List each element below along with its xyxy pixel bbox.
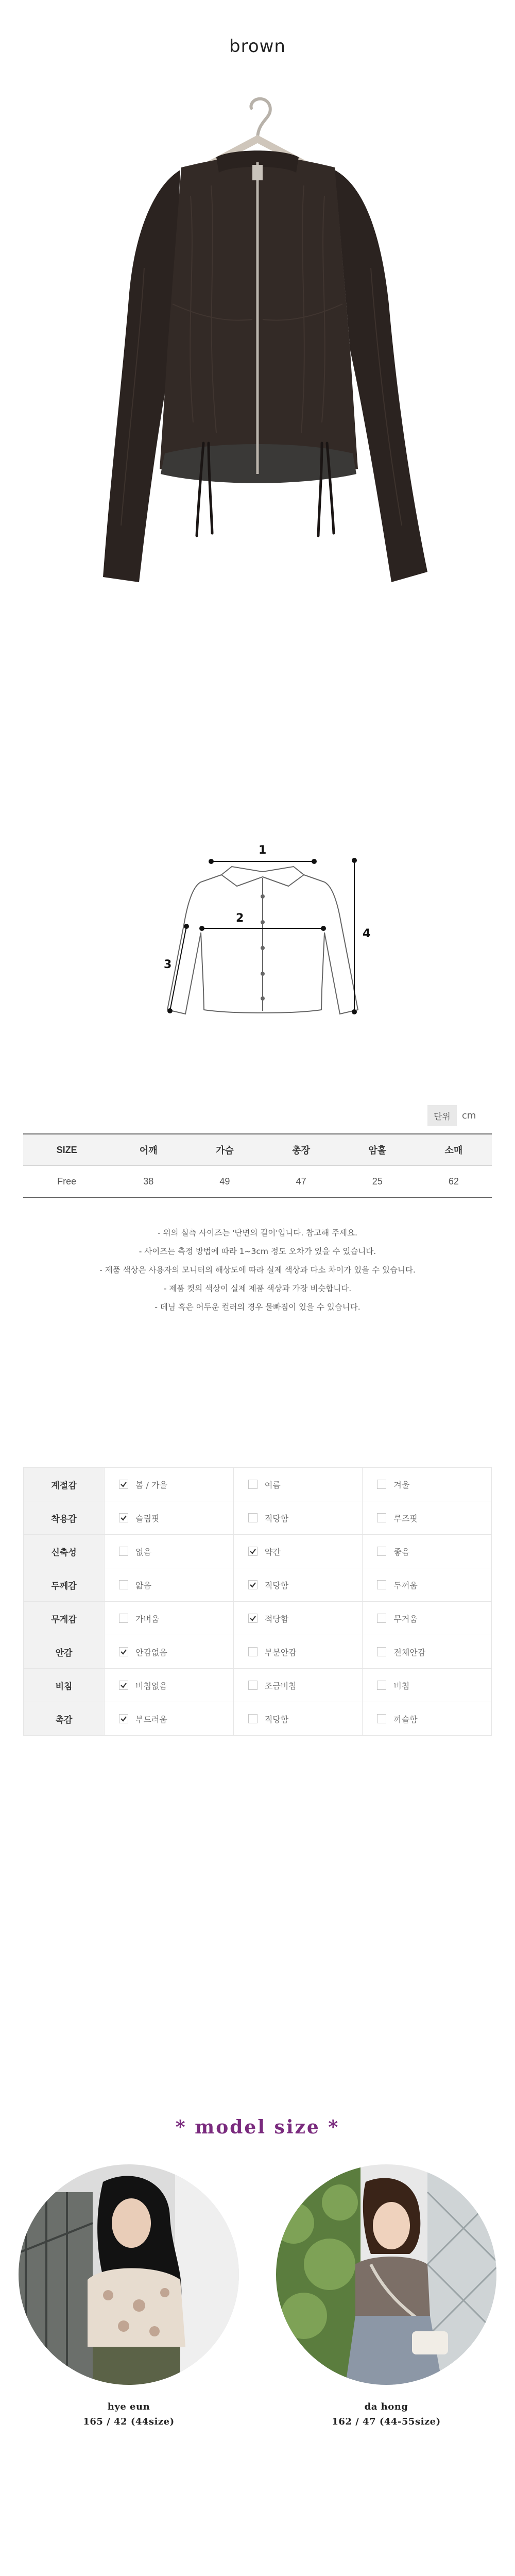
attribute-option bbox=[363, 1568, 492, 1602]
attribute-option bbox=[105, 1568, 234, 1602]
option-label: 적당함 bbox=[264, 1580, 289, 1590]
attribute-option bbox=[105, 1535, 234, 1568]
attribute-row bbox=[24, 1568, 492, 1602]
attribute-option bbox=[105, 1669, 234, 1702]
option-label: 비침없음 bbox=[135, 1681, 167, 1691]
option-label: 루즈핏 bbox=[393, 1513, 418, 1523]
option-label: 적당함 bbox=[264, 1714, 289, 1724]
attribute-row bbox=[24, 1535, 492, 1568]
diagram-label-2: 2 bbox=[236, 912, 244, 925]
option-label: 조금비침 bbox=[264, 1681, 297, 1691]
note-line: - 제품 색상은 사용자의 모니터의 해상도에 따라 실제 색상과 다소 차이가 있을 수 있습니다. bbox=[99, 1265, 416, 1275]
empty-checkbox-icon bbox=[377, 1547, 386, 1556]
option-label: 없음 bbox=[135, 1547, 151, 1557]
attribute-option bbox=[233, 1669, 363, 1702]
option-label: 가벼움 bbox=[135, 1614, 160, 1624]
product-color-label: brown bbox=[229, 36, 286, 57]
attribute-row bbox=[24, 1635, 492, 1669]
option-label: 부분안감 bbox=[264, 1647, 297, 1657]
option-label: 봄 / 가을 bbox=[135, 1480, 167, 1490]
empty-checkbox-icon bbox=[119, 1547, 128, 1556]
product-photo bbox=[62, 62, 453, 639]
size-header: 암홀 bbox=[339, 1134, 416, 1166]
model-card-1 bbox=[15, 2161, 242, 2427]
option-label: 안감없음 bbox=[135, 1647, 167, 1657]
attribute-option bbox=[105, 1602, 234, 1635]
size-cell: 25 bbox=[339, 1166, 416, 1198]
attribute-option bbox=[233, 1635, 363, 1669]
attribute-name: 안감 bbox=[24, 1635, 105, 1669]
option-label: 여름 bbox=[264, 1480, 281, 1490]
model-card-2 bbox=[273, 2161, 500, 2427]
attribute-row bbox=[24, 1602, 492, 1635]
empty-checkbox-icon bbox=[248, 1513, 258, 1522]
option-label: 겨울 bbox=[393, 1480, 410, 1490]
model-name: hye eun bbox=[107, 2401, 150, 2412]
option-label: 전체안감 bbox=[393, 1647, 426, 1657]
note-line: - 위의 실측 사이즈는 '단면의 길이'입니다. 참고해 주세요. bbox=[158, 1228, 357, 1238]
model-spec: 165 / 42 (44size) bbox=[83, 2416, 175, 2427]
unit-value: cm bbox=[461, 1110, 476, 1121]
size-diagram bbox=[144, 835, 381, 1061]
empty-checkbox-icon bbox=[248, 1480, 258, 1489]
attribute-option bbox=[363, 1468, 492, 1501]
unit-badge: 단위 bbox=[427, 1105, 457, 1126]
option-label: 부드러움 bbox=[135, 1714, 167, 1724]
empty-checkbox-icon bbox=[377, 1714, 386, 1723]
checked-checkbox-icon bbox=[119, 1513, 128, 1522]
option-label: 두꺼움 bbox=[393, 1580, 418, 1590]
note-line: - 제품 컷의 색상이 실제 제품 색상과 가장 비슷합니다. bbox=[163, 1284, 352, 1293]
attribute-row bbox=[24, 1702, 492, 1736]
attribute-option bbox=[233, 1702, 363, 1736]
size-header: 총장 bbox=[263, 1134, 339, 1166]
option-label: 좋음 bbox=[393, 1547, 410, 1557]
option-label: 약간 bbox=[264, 1547, 281, 1557]
option-label: 슬림핏 bbox=[135, 1513, 160, 1523]
size-notes bbox=[0, 1224, 515, 1316]
size-cell: 47 bbox=[263, 1166, 339, 1198]
size-cell: 62 bbox=[416, 1166, 492, 1198]
attribute-option bbox=[363, 1702, 492, 1736]
attribute-option bbox=[363, 1501, 492, 1535]
model-photo-2 bbox=[273, 2161, 500, 2388]
diagram-label-4: 4 bbox=[363, 927, 371, 940]
empty-checkbox-icon bbox=[377, 1614, 386, 1623]
size-header: 어깨 bbox=[110, 1134, 186, 1166]
option-label: 적당함 bbox=[264, 1614, 289, 1624]
attribute-option bbox=[363, 1669, 492, 1702]
attribute-option bbox=[233, 1602, 363, 1635]
diagram-label-3: 3 bbox=[164, 958, 172, 971]
attribute-row bbox=[24, 1669, 492, 1702]
empty-checkbox-icon bbox=[377, 1480, 386, 1489]
jacket-shape bbox=[103, 150, 427, 582]
model-spec: 162 / 47 (44-55size) bbox=[332, 2416, 441, 2427]
size-header: SIZE bbox=[23, 1134, 110, 1166]
option-label: 적당함 bbox=[264, 1513, 289, 1523]
model-size-title: * model size * bbox=[175, 2116, 340, 2138]
attribute-option bbox=[105, 1501, 234, 1535]
size-cell: Free bbox=[23, 1166, 110, 1198]
model-photo-1 bbox=[15, 2161, 242, 2388]
empty-checkbox-icon bbox=[119, 1614, 128, 1623]
attribute-row bbox=[24, 1501, 492, 1535]
attribute-option bbox=[363, 1635, 492, 1669]
attribute-name: 신축성 bbox=[24, 1535, 105, 1568]
empty-checkbox-icon bbox=[377, 1513, 386, 1522]
note-line: - 데님 혹은 어두운 컬러의 경우 물빠짐이 있을 수 있습니다. bbox=[154, 1302, 360, 1312]
attribute-option bbox=[363, 1602, 492, 1635]
size-table-row bbox=[23, 1166, 492, 1198]
checked-checkbox-icon bbox=[248, 1580, 258, 1589]
attribute-option bbox=[233, 1501, 363, 1535]
empty-checkbox-icon bbox=[248, 1681, 258, 1690]
empty-checkbox-icon bbox=[377, 1647, 386, 1656]
attribute-option bbox=[233, 1535, 363, 1568]
checked-checkbox-icon bbox=[119, 1714, 128, 1723]
empty-checkbox-icon bbox=[377, 1580, 386, 1589]
checked-checkbox-icon bbox=[119, 1681, 128, 1690]
attribute-name: 두께감 bbox=[24, 1568, 105, 1602]
size-cell: 38 bbox=[110, 1166, 186, 1198]
empty-checkbox-icon bbox=[377, 1681, 386, 1690]
empty-checkbox-icon bbox=[248, 1647, 258, 1656]
diagram-label-1: 1 bbox=[259, 844, 267, 857]
size-table bbox=[23, 1133, 492, 1198]
checked-checkbox-icon bbox=[119, 1647, 128, 1656]
checked-checkbox-icon bbox=[248, 1547, 258, 1556]
attribute-option bbox=[363, 1535, 492, 1568]
empty-checkbox-icon bbox=[248, 1714, 258, 1723]
attribute-name: 계절감 bbox=[24, 1468, 105, 1501]
attribute-row bbox=[24, 1468, 492, 1501]
attribute-option bbox=[105, 1702, 234, 1736]
checked-checkbox-icon bbox=[119, 1480, 128, 1489]
attribute-name: 무게감 bbox=[24, 1602, 105, 1635]
option-label: 까슬함 bbox=[393, 1714, 418, 1724]
size-cell: 49 bbox=[186, 1166, 263, 1198]
attribute-option bbox=[233, 1568, 363, 1602]
option-label: 비침 bbox=[393, 1681, 410, 1691]
empty-checkbox-icon bbox=[119, 1580, 128, 1589]
attribute-name: 촉감 bbox=[24, 1702, 105, 1736]
attribute-option bbox=[233, 1468, 363, 1501]
fabric-attribute-table bbox=[23, 1467, 492, 1736]
attribute-name: 착용감 bbox=[24, 1501, 105, 1535]
option-label: 무거움 bbox=[393, 1614, 418, 1624]
attribute-option bbox=[105, 1468, 234, 1501]
size-table-header bbox=[23, 1134, 492, 1166]
checked-checkbox-icon bbox=[248, 1614, 258, 1623]
attribute-name: 비침 bbox=[24, 1669, 105, 1702]
option-label: 얇음 bbox=[135, 1580, 151, 1590]
unit-indicator bbox=[427, 1105, 476, 1126]
size-header: 소매 bbox=[416, 1134, 492, 1166]
size-header: 가슴 bbox=[186, 1134, 263, 1166]
attribute-option bbox=[105, 1635, 234, 1669]
note-line: - 사이즈는 측정 방법에 따라 1~3cm 정도 오차가 있을 수 있습니다. bbox=[139, 1247, 376, 1256]
model-name: da hong bbox=[364, 2401, 408, 2412]
